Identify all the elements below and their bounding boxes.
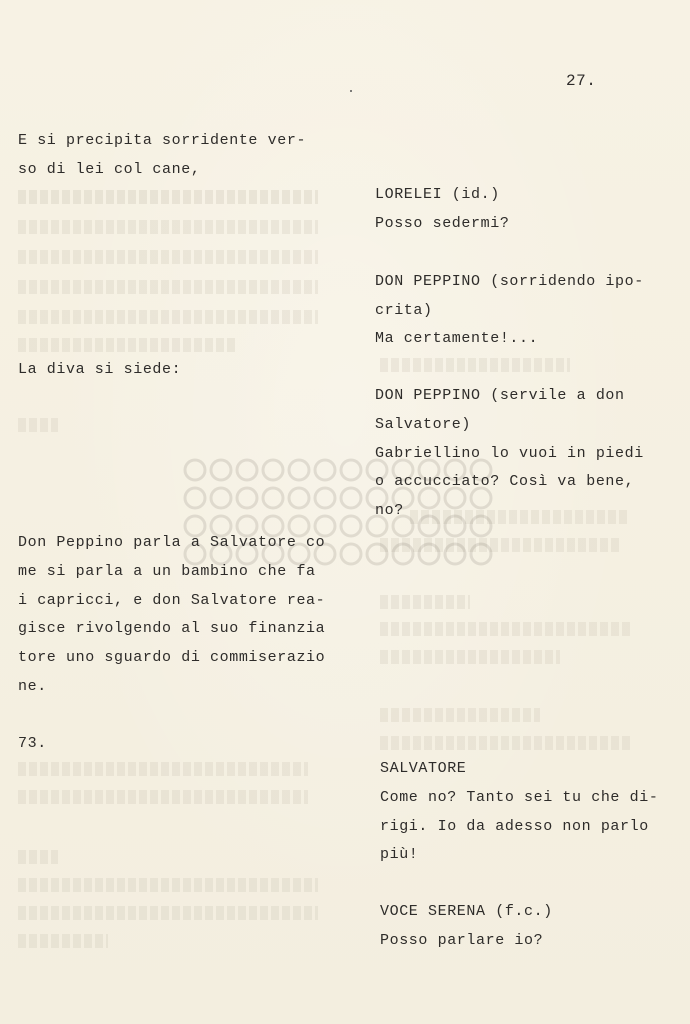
scene-number: 73. — [18, 735, 47, 752]
stage-direction-line: La diva si siede: — [18, 361, 182, 378]
dialogue-line: rigi. Io da adesso non parlo — [380, 818, 649, 835]
dialogue-line: no? — [375, 502, 404, 519]
stage-direction-line: Don Peppino parla a Salvatore co — [18, 534, 326, 551]
dialogue-line: Posso parlare io? — [380, 932, 544, 949]
character-cue: LORELEI (id.) — [375, 186, 500, 203]
stage-direction-line: ne. — [18, 678, 47, 695]
stage-direction-line: gisce rivolgendo al suo finanzia — [18, 620, 326, 637]
character-cue: SALVATORE — [380, 760, 467, 777]
dialogue-line: Ma certamente!... — [375, 330, 539, 347]
dialogue-line: Posso sedermi? — [375, 215, 510, 232]
dialogue-line: o accucciato? Così va bene, — [375, 473, 635, 490]
stage-direction-line: so di lei col cane, — [18, 161, 201, 178]
stage-direction-line: tore uno sguardo di commiserazio — [18, 649, 326, 666]
stage-direction-line: E si precipita sorridente ver- — [18, 132, 307, 149]
ink-dot — [350, 90, 352, 92]
page-number: 27. — [566, 72, 597, 90]
character-cue: VOCE SERENA (f.c.) — [380, 903, 553, 920]
character-cue: crita) — [375, 302, 433, 319]
character-cue: Salvatore) — [375, 416, 472, 433]
character-cue: DON PEPPINO (sorridendo ipo- — [375, 273, 644, 290]
dialogue-line: più! — [380, 846, 419, 863]
dialogue-line: Gabriellino lo vuoi in piedi — [375, 445, 644, 462]
character-cue: DON PEPPINO (servile a don — [375, 387, 625, 404]
stage-direction-line: i capricci, e don Salvatore rea- — [18, 592, 326, 609]
dialogue-line: Come no? Tanto sei tu che di- — [380, 789, 659, 806]
stage-direction-line: me si parla a un bambino che fa — [18, 563, 316, 580]
